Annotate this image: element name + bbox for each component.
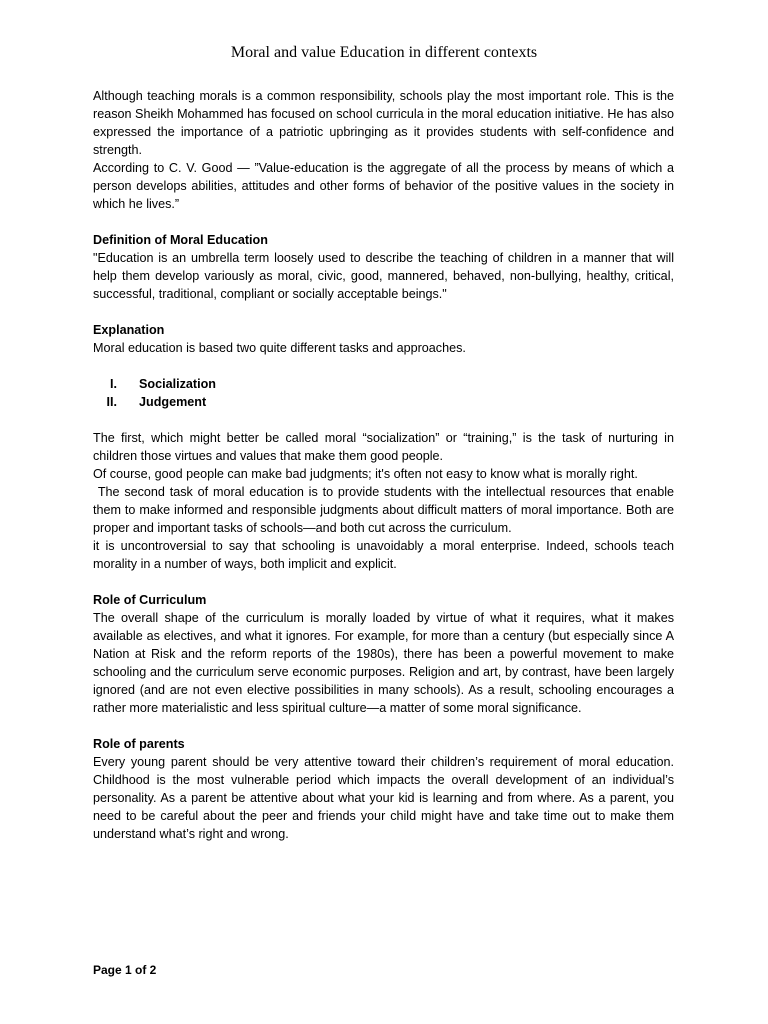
section-spacer [93, 303, 674, 321]
document-body [93, 87, 678, 843]
curriculum-heading: Role of Curriculum [93, 593, 207, 607]
intro-paragraph-2: According to C. V. Good — ”Value-education is the aggregate of all the process by means of which a person develops abilities, attitudes and other forms of behavior of the positive values in the society in which he lives.” [93, 161, 674, 211]
page-number-footer: Page 1 of 2 [93, 963, 157, 977]
section-spacer [93, 573, 674, 591]
curriculum-paragraph: The overall shape of the curriculum is morally loaded by virtue of what it requires, what it makes available as electives, and what it ignores. For example, for more than a century (but especially since A Nation at Risk and the reform reports of the 1980s), there has been a powerful movement to make schooling and the curriculum serve economic purposes. Religion and art, by contrast, have been largely ignored (and are not even elective possibilities in many schools). As a result, schooling encourages a rather more materialistic and less spiritual culture—a matter of some moral significance. [93, 611, 674, 715]
definition-heading: Definition of Moral Education [93, 233, 268, 247]
explanation-paragraph-4: it is uncontroversial to say that schooling is unavoidably a moral enterprise. Indeed, schools teach morality in a number of ways, both implicit and explicit. [93, 539, 674, 571]
list-item [93, 393, 674, 411]
definition-paragraph: "Education is an umbrella term loosely used to describe the teaching of children in a manner that will help them develop variously as moral, civic, good, mannered, behaved, non-bullying, healthy, critical, successful, traditional, compliant or socially acceptable beings." [93, 251, 674, 301]
list-item [93, 375, 674, 393]
list-marker: II. [106, 395, 117, 409]
list-item-label: Judgement [139, 395, 207, 409]
explanation-paragraph-3: The second task of moral education is to provide students with the intellectual resources that enable them to make informed and responsible judgments about difficult matters of moral importance. Both are proper and important tasks of schools—and both cut across the curriculum. [93, 485, 678, 535]
explanation-intro: Moral education is based two quite different tasks and approaches. [93, 341, 466, 355]
explanation-paragraph-2: Of course, good people can make bad judgments; it's often not easy to know what is morally right. [93, 467, 638, 481]
section-spacer [93, 717, 674, 735]
parents-paragraph: Every young parent should be very attentive toward their children’s requirement of moral education. Childhood is the most vulnerable period which impacts the overall development of an individual’s personality. As a parent be attentive about what your kid is learning and from where. As a parent, you need to be careful about the peer and friends your child might have and take time out to make them understand what’s right and wrong. [93, 755, 674, 841]
parents-heading: Role of parents [93, 737, 185, 751]
explanation-heading: Explanation [93, 323, 165, 337]
section-spacer [93, 213, 674, 231]
document-title: Moral and value Education in different contexts [230, 44, 538, 61]
section-spacer [93, 411, 674, 429]
explanation-paragraph-1: The first, which might better be called moral “socialization” or “training,” is the task of nurturing in children those virtues and values that make them good people. [93, 431, 674, 463]
section-spacer [93, 357, 674, 375]
approaches-list [93, 375, 674, 411]
list-item-label: Socialization [139, 377, 216, 391]
list-marker: I. [110, 377, 117, 391]
intro-paragraph-1: Although teaching morals is a common responsibility, schools play the most important role. This is the reason Sheikh Mohammed has focused on school curricula in the moral education initiative. He has also expressed the importance of a patriotic upbringing as it provides students with self-confidence and strength. [93, 89, 674, 157]
